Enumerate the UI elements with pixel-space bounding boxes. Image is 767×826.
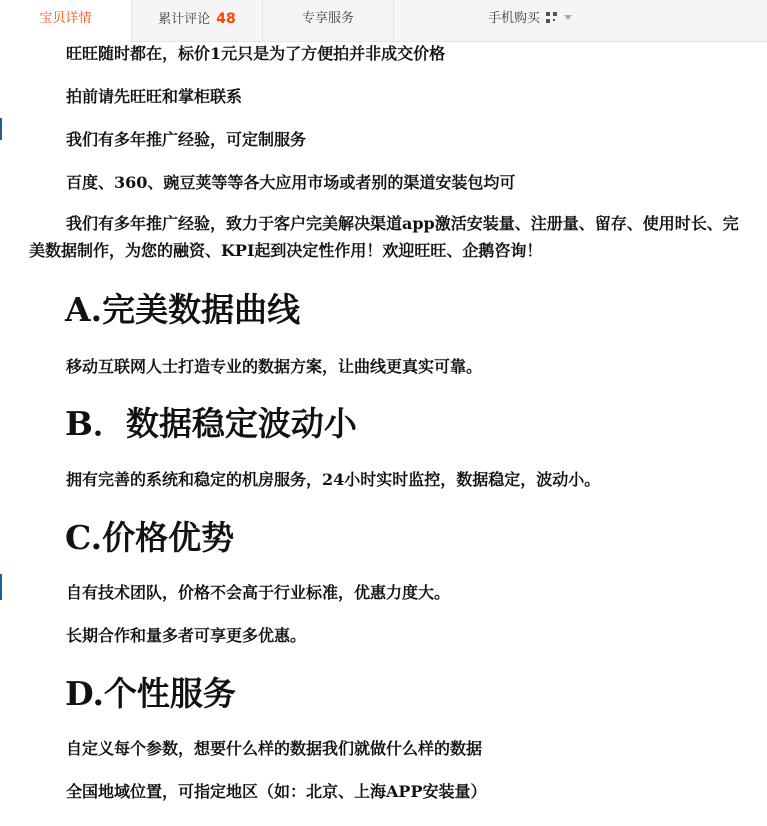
tab-item-detail-label: 宝贝详情 (39, 11, 92, 26)
mobile-buy-label: 手机购买 (488, 11, 541, 26)
intro-line: 我们有多年推广经验，可定制服务 (66, 130, 307, 149)
section-line: 拥有完善的系统和稳定的机房服务，24小时实时监控，数据稳定，波动小。 (66, 470, 601, 489)
qr-code-icon (546, 12, 557, 23)
section-heading-c: C.价格优势 (65, 518, 235, 557)
tab-service[interactable] (263, 0, 394, 41)
left-edge-marker (0, 118, 2, 140)
tab-service-label: 专享服务 (301, 11, 354, 26)
intro-line: 百度、360、豌豆荚等等各大应用市场或者别的渠道安装包均可 (66, 173, 516, 192)
intro-line: 拍前请先旺旺和掌柜联系 (66, 87, 243, 106)
tab-reviews[interactable] (132, 0, 263, 41)
section-line: 自定义每个参数，想要什么样的数据我们就做什么样的数据 (66, 739, 483, 758)
section-heading-b: B．数据稳定波动小 (65, 404, 357, 443)
left-edge-marker (0, 574, 2, 600)
tab-bar (0, 0, 767, 42)
chevron-down-icon (564, 15, 572, 20)
tab-item-detail[interactable] (0, 0, 132, 42)
intro-line: 旺旺随时都在，标价1元只是为了方便拍并非成交价格 (66, 44, 446, 63)
section-line: 长期合作和量多者可享更多优惠。 (66, 626, 307, 645)
section-heading-d: D.个性服务 (65, 674, 236, 713)
service-description: 我们有多年推广经验，致力于客户完美解决渠道app激活安装量、注册量、留存、使用时长、完美数据制作，为您的融资、KPI起到决定性作用！欢迎旺旺、企鹅咨询！ (29, 214, 739, 260)
review-count-badge: 48 (216, 11, 236, 27)
section-line: 全国地域位置，可指定地区（如：北京、上海APP安装量） (66, 782, 487, 801)
section-heading-a: A.完美数据曲线 (65, 290, 301, 329)
section-line: 移动互联网人士打造专业的数据方案，让曲线更真实可靠。 (66, 357, 483, 376)
tab-reviews-label: 累计评论 (158, 12, 211, 27)
mobile-buy-button[interactable] (488, 0, 572, 38)
section-line: 自有技术团队，价格不会高于行业标准，优惠力度大。 (66, 583, 451, 602)
